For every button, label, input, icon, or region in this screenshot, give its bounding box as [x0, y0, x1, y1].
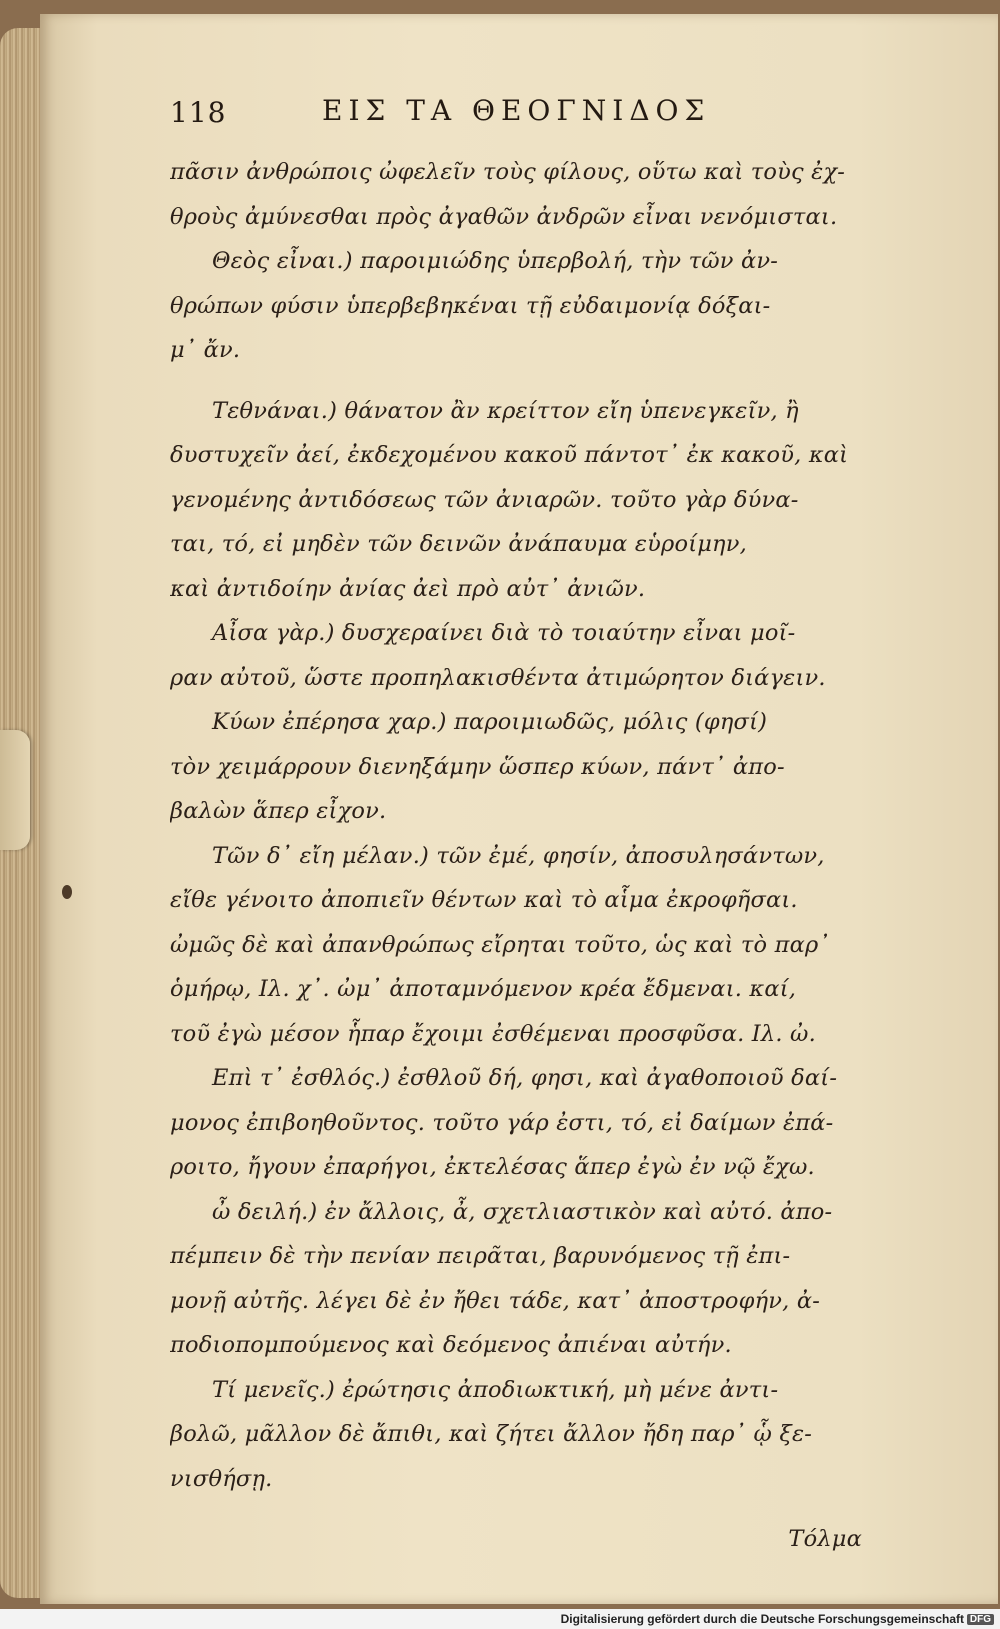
text-line: εἴθε γένοιτο ἀποπιεῖν θέντων καὶ τὸ αἷμα ἐκροφῆσαι. — [170, 887, 798, 913]
text-line: Κύων ἐπέρησα χαρ.) παροιμιωδῶς, μόλις (φησί) — [212, 709, 768, 735]
dfg-logo: DFG — [967, 1614, 994, 1625]
text-line: Θεὸς εἶναι.) παροιμιώδης ὑπερβολή, τὴν τῶν ἀν- — [212, 248, 779, 274]
text-line: ὠμῶς δὲ καὶ ἀπανθρώπως εἴρηται τοῦτο, ὡς καὶ τὸ παρ᾽ — [170, 931, 830, 958]
text-line: βολῶ, μᾶλλον δὲ ἄπιθι, καὶ ζήτει ἄλλον ἤδη παρ᾽ ᾧ ξε- — [170, 1421, 813, 1447]
body-text — [170, 150, 870, 1562]
text-line: θρώπων φύσιν ὑπερβεβηκέναι τῇ εὐδαιμονίᾳ δόξαι- — [170, 292, 771, 319]
page-number: 118 — [170, 96, 227, 129]
text-line: ραν αὐτοῦ, ὥστε προπηλακισθέντα ἀτιμώρητον διάγειν. — [170, 664, 826, 691]
text-line: δυστυχεῖν ἀεί, ἐκδεχομένου κακοῦ πάντοτ᾽ ἐκ κακοῦ, καὶ — [170, 442, 849, 468]
text-line: πᾶσιν ἀνθρώποις ὠφελεῖν τοὺς φίλους, οὕτω καὶ τοὺς ἐχ- — [170, 159, 846, 185]
text-line: μονος ἐπιβοηθοῦντος. τοῦτο γάρ ἐστι, τό, εἰ δαίμων ἐπά- — [170, 1109, 834, 1136]
text-line: Επὶ τ᾽ ἐσθλός.) ἐσθλοῦ δή, φησι, καὶ ἀγαθοποιοῦ δαί- — [212, 1065, 838, 1091]
text-line: ὁμήρῳ, Ιλ. χ᾽. ὠμ᾽ ἀποταμνόμενον κρέα ἔδμεναι. καί, — [170, 976, 797, 1002]
ink-spot — [62, 885, 72, 899]
text-line: γενομένης ἀντιδόσεως τῶν ἀνιαρῶν. τοῦτο γὰρ δύνα- — [170, 486, 799, 513]
text-line: Τῶν δ᾽ εἴη μέλαν.) τῶν ἐμέ, φησίν, ἀποσυλησάντων, — [212, 842, 825, 869]
catchword: Τόλμα — [788, 1526, 862, 1552]
running-head — [170, 96, 880, 136]
text-line: τὸν χειμάρρουν διενηξάμην ὥσπερ κύων, πάντ᾽ ἀπο- — [170, 753, 785, 780]
text-line: ποδιοπομπούμενος καὶ δεόμενος ἀπιέναι αὐτήν. — [170, 1332, 732, 1358]
text-line: πέμπειν δὲ τὴν πενίαν πειρᾶται, βαρυνόμενος τῇ ἐπι- — [170, 1243, 791, 1269]
text-line: μ᾽ ἄν. — [170, 337, 241, 363]
text-line: καὶ ἀντιδοίην ἀνίας ἀεὶ πρὸ αὐτ᾽ ἀνιῶν. — [170, 575, 646, 602]
text-line: μονῇ αὐτῆς. λέγει δὲ ἐν ἤθει τάδε, κατ᾽ ἀποστροφήν, ἀ- — [170, 1287, 821, 1314]
digitization-footer — [0, 1609, 1000, 1629]
text-line: ται, τό, εἰ μηδὲν τῶν δεινῶν ἀνάπαυμα εὑροίμην, — [170, 531, 747, 557]
text-line: νισθήσῃ. — [170, 1465, 273, 1492]
text-line: ὦ δειλή.) ἐν ἄλλοις, ἆ, σχετλιαστικὸν καὶ αὐτό. ἀπο- — [212, 1198, 833, 1225]
text-line: Αἶσα γὰρ.) δυσχεραίνει διὰ τὸ τοιαύτην εἶναι μοῖ- — [212, 620, 796, 646]
text-line: τοῦ ἐγὼ μέσον ἧπαρ ἔχοιμι ἐσθέμεναι προσφῦσα. Ιλ. ὠ. — [170, 1020, 816, 1047]
footer-credit: Digitalisierung gefördert durch die Deutsche Forschungsgemeinschaft — [560, 1612, 964, 1626]
text-line: Τί μενεῖς.) ἐρώτησις ἀποδιωκτική, μὴ μένε ἀντι- — [212, 1376, 779, 1403]
text-line: θροὺς ἀμύνεσθαι πρὸς ἀγαθῶν ἀνδρῶν εἶναι νενόμισται. — [170, 203, 838, 230]
text-line: βαλὼν ἅπερ εἶχον. — [170, 798, 387, 824]
running-title: ΕΙΣ ΤΑ ΘΕΟΓΝΙΔΟΣ — [322, 94, 711, 127]
text-line: Τεθνάναι.) θάνατον ἂν κρείττον εἴη ὑπενεγκεῖν, ἢ — [212, 397, 799, 424]
book-clasp — [0, 730, 30, 850]
text-line: ροιτο, ἤγουν ἐπαρήγοι, ἐκτελέσας ἅπερ ἐγὼ ἐν νῷ ἔχω. — [170, 1154, 815, 1180]
